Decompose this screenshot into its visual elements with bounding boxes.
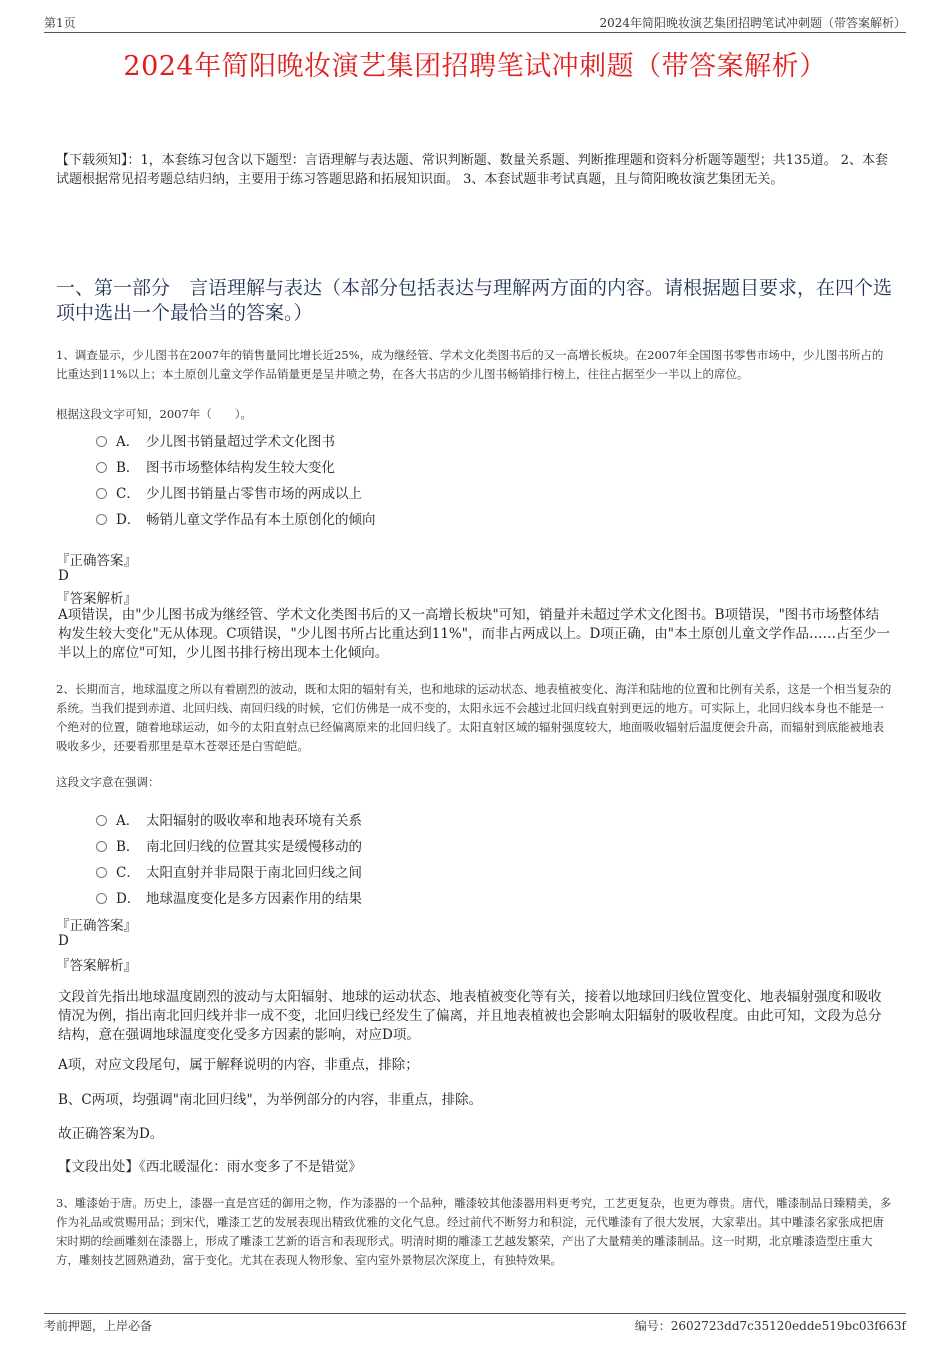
question-3-text: 3、雕漆始于唐。历史上，漆器一直是宫廷的御用之物，作为漆器的一个品种，雕漆较其他漆器用料更考究，工艺更复杂，也更为尊贵。唐代，雕漆制品日臻精美，多作为礼品或赏赐用品；到宋代，雕漆工艺的发展表现出精致优雅的文化气息。经过前代不断努力和积淀，元代雕漆有了很大发展，大家辈出。其中雕漆名家张成把唐宋时期的绘画雕刻在漆器上，形成了雕漆工艺新的语言和表现形式。明清时期的雕漆工艺越发繁荣，产出了大量精美的雕漆制品。这一时期，北京雕漆造型庄重大方，雕刻技艺圆熟遒劲，富于变化。尤其在表现人物形象、室内室外景物层次深度上，有独特效果。 — [56, 1196, 892, 1267]
q2-analysis-paragraph-1: 文段首先指出地球温度剧烈的波动与太阳辐射、地球的运动状态、地表植被变化等有关，接着以地球回归线位置变化、地表辐射强度和吸收情况为例，指出南北回归线并非一成不变，北回归线已经发生了偏离，并且地表植被也会影响太阳辐射的吸收程度。由此可知，文段为总分结构，意在强调地球温度变化受多方因素的影响，对应D项。 — [58, 989, 882, 1043]
q2-option-a[interactable] — [96, 809, 362, 829]
q2-analysis-paragraph-3: B、C两项，均强调"南北回归线"，为举例部分的内容，非重点，排除。 — [58, 1092, 483, 1108]
option-letter: C． — [116, 486, 140, 502]
q2-analysis-paragraph-4: 故正确答案为D。 — [58, 1126, 164, 1142]
option-text: 太阳直射并非局限于南北回归线之间 — [146, 865, 362, 881]
option-text: 南北回归线的位置其实是缓慢移动的 — [146, 839, 362, 855]
question-1-prompt: 根据这段文字可知，2007年（ ）。 — [56, 407, 253, 421]
q2-answer: D — [58, 933, 69, 949]
footer-slogan: 考前押题，上岸必备 — [44, 1319, 153, 1333]
option-letter: A． — [116, 813, 140, 829]
question-2-prompt: 这段文字意在强调： — [56, 775, 160, 789]
radio-icon[interactable] — [96, 841, 107, 852]
question-1-text: 1、调查显示，少儿图书在2007年的销售量同比增长近25%，成为继经管、学术文化类图书后的又一高增长板块。在2007年全国图书零售市场中，少儿图书所占的比重达到11%以上；本土原创儿童文学作品销量更是呈井喷之势，在各大书店的少儿图书畅销排行榜上，往往占据至少一半以上的席位。 — [56, 348, 884, 381]
option-letter: B． — [116, 839, 140, 855]
q2-answer-label: 『正确答案』 — [56, 918, 137, 934]
q1-analysis-label: 『答案解析』 — [56, 591, 137, 607]
page-number: 第1页 — [44, 16, 76, 30]
q2-option-d[interactable] — [96, 887, 362, 907]
q2-source: 【文段出处】《西北暖湿化：雨水变多了不是错觉》 — [58, 1159, 362, 1175]
q1-answer: D — [58, 568, 69, 584]
page-header — [44, 12, 906, 33]
footer-doc-id: 编号：2602723dd7c35120edde519bc03f663f — [634, 1319, 906, 1333]
radio-icon[interactable] — [96, 514, 107, 525]
radio-icon[interactable] — [96, 867, 107, 878]
q2-analysis-label: 『答案解析』 — [56, 958, 137, 974]
radio-icon[interactable] — [96, 815, 107, 826]
option-letter: D． — [116, 891, 141, 907]
q1-option-c[interactable] — [96, 482, 362, 502]
option-text: 图书市场整体结构发生较大变化 — [146, 460, 335, 476]
option-letter: D． — [116, 512, 141, 528]
option-text: 少儿图书销量超过学术文化图书 — [146, 434, 335, 450]
option-text: 少儿图书销量占零售市场的两成以上 — [146, 486, 362, 502]
radio-icon[interactable] — [96, 893, 107, 904]
q1-analysis: A项错误，由"少儿图书成为继经管、学术文化类图书后的又一高增长板块"可知，销量并未超过学术文化图书。B项错误，"图书市场整体结构发生较大变化"无从体现。C项错误，"少儿图书所占比重达到11%"，而非占两成以上。D项正确，由"本土原创儿童文学作品……占至少一半以上的席位"可知，少儿图书排行榜出现本土化倾向。 — [58, 607, 890, 661]
radio-icon[interactable] — [96, 488, 107, 499]
header-doc-title: 2024年简阳晚妆演艺集团招聘笔试冲刺题（带答案解析） — [599, 16, 906, 30]
question-2-text: 2、长期而言，地球温度之所以有着剧烈的波动，既和太阳的辐射有关，也和地球的运动状态、地表植被变化、海洋和陆地的位置和比例有关系，这是一个相当复杂的系统。当我们提到赤道、北回归线、南回归线的时候，它们仿佛是一成不变的，太阳永远不会越过北回归线直射到更远的地方。可实际上，北回归线本身也不能是一个绝对的位置，随着地球运动，如今的太阳直射点已经偏离原来的北回归线了。太阳直射区域的辐射强度较大，地面吸收辐射后温度便会升高，而辐射到底能被地表吸收多少，还要看那里是草木苍翠还是白雪皑皑。 — [56, 682, 892, 753]
option-text: 地球温度变化是多方因素作用的结果 — [146, 891, 362, 907]
radio-icon[interactable] — [96, 436, 107, 447]
q2-option-b[interactable] — [96, 835, 362, 855]
q2-analysis-paragraph-2: A项，对应文段尾句，属于解释说明的内容，非重点，排除； — [58, 1057, 419, 1073]
option-letter: A． — [116, 434, 140, 450]
q1-answer-label: 『正确答案』 — [56, 553, 137, 569]
q1-option-b[interactable] — [96, 456, 335, 476]
page-footer — [44, 1313, 906, 1334]
option-letter: B． — [116, 460, 140, 476]
q1-option-a[interactable] — [96, 430, 335, 450]
option-letter: C． — [116, 865, 140, 881]
q2-option-c[interactable] — [96, 861, 362, 881]
q1-option-d[interactable] — [96, 508, 376, 528]
radio-icon[interactable] — [96, 462, 107, 473]
page-title: 2024年简阳晚妆演艺集团招聘笔试冲刺题（带答案解析） — [123, 51, 827, 82]
download-notice: 【下载须知】：1，本套练习包含以下题型：言语理解与表达题、常识判断题、数量关系题、判断推理题和资料分析题等题型；共135道。 2、本套试题根据常见招考题总结归纳，主要用于练习答题思路和拓展知识面。 3、本套试题非考试真题，且与简阳晚妆演艺集团无关。 — [56, 153, 888, 187]
section-heading: 一、第一部分 言语理解与表达（本部分包括表达与理解两方面的内容。请根据题目要求，在四个选项中选出一个最恰当的答案。） — [56, 277, 893, 324]
option-text: 畅销儿童文学作品有本土原创化的倾向 — [146, 512, 376, 528]
option-text: 太阳辐射的吸收率和地表环境有关系 — [146, 813, 362, 829]
